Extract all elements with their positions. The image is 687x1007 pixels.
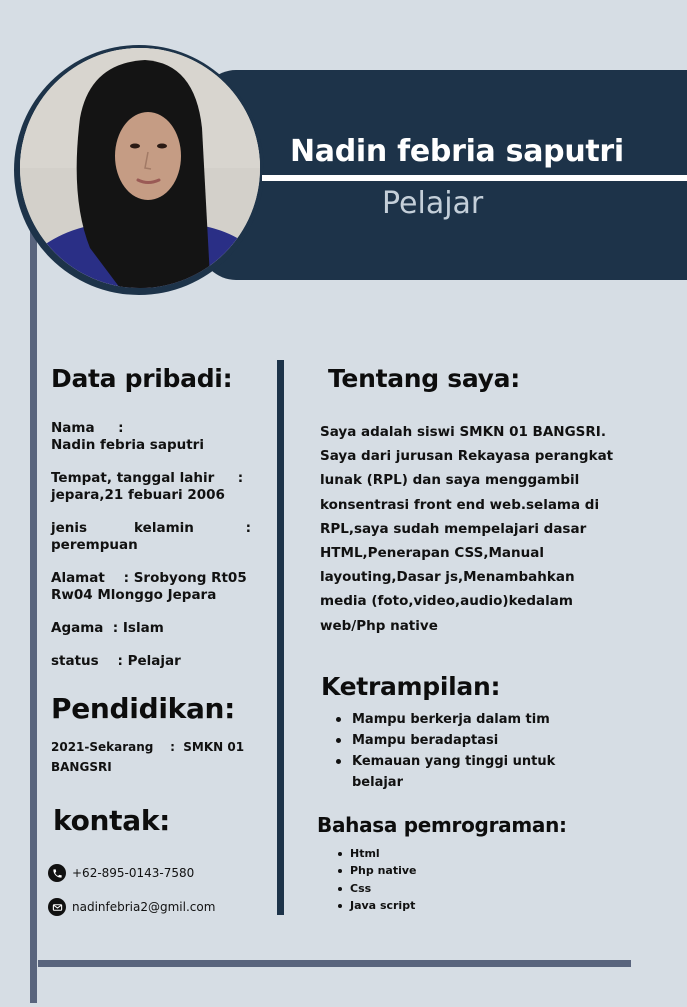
info-value: Nadin febria saputri: [51, 437, 204, 453]
info-label: Alamat : Srobyong Rt05: [51, 570, 247, 586]
info-row-birth: [51, 470, 251, 504]
education-heading: Pendidikan:: [51, 692, 236, 725]
language-item: Java script: [318, 897, 417, 914]
phone-icon: [48, 864, 66, 882]
education-line: BANGSRI: [51, 760, 112, 774]
about-line: Saya adalah siswi SMKN 01 BANGSRI.: [320, 424, 606, 440]
info-label: Tempat, tanggal lahir :: [51, 470, 244, 486]
about-text: [320, 420, 640, 638]
person-name: Nadin febria saputri: [290, 134, 624, 169]
about-line: RPL,saya sudah mempelajari dasar: [320, 520, 587, 537]
languages-list: [318, 845, 417, 914]
email-icon: [48, 898, 66, 916]
about-line: Saya dari jurusan Rekayasa perangkat: [320, 448, 614, 465]
contact-email[interactable]: [48, 898, 215, 916]
contact-heading: kontak:: [53, 804, 171, 837]
about-line: media (foto,video,audio)kedalam: [320, 593, 573, 610]
about-line: lunak (RPL) dan saya menggambil: [320, 472, 580, 489]
language-item: Php native: [318, 862, 417, 879]
info-row-name: [51, 420, 251, 454]
skills-heading: Ketrampilan:: [321, 672, 501, 701]
skill-item: Kemauan yang tinggi untuk: [320, 751, 555, 772]
about-line: HTML,Penerapan CSS,Manual: [320, 545, 544, 562]
column-divider: [277, 360, 284, 915]
languages-heading: Bahasa pemrograman:: [317, 813, 567, 837]
language-item: Css: [318, 880, 417, 897]
profile-photo: [20, 48, 260, 288]
left-frame-line: [30, 160, 37, 1003]
language-item: Html: [318, 845, 417, 862]
education-entry: [51, 737, 244, 777]
info-row-religion: [51, 620, 251, 637]
about-line: web/Php native: [320, 617, 438, 634]
info-row-address: [51, 570, 251, 604]
about-line: layouting,Dasar js,Menambahkan: [320, 569, 575, 586]
about-heading: Tentang saya:: [328, 364, 520, 393]
about-line: konsentrasi front end web.selama di: [320, 496, 600, 513]
info-value: Rw04 Mlonggo Jepara: [51, 587, 217, 603]
contact-phone[interactable]: [48, 864, 194, 882]
profile-photo-illustration: [20, 48, 260, 288]
person-role: Pelajar: [382, 186, 484, 221]
info-value: jepara,21 febuari 2006: [51, 487, 225, 503]
skill-item: Mampu beradaptasi: [320, 730, 555, 751]
info-label: status : Pelajar: [51, 653, 181, 669]
personal-data-heading: Data pribadi:: [51, 364, 233, 393]
education-line: 2021-Sekarang : SMKN 01: [51, 740, 245, 754]
bottom-frame-line: [38, 960, 631, 967]
header-divider-line: [262, 175, 687, 181]
email-address: nadinfebria2@gmil.com: [72, 900, 216, 914]
phone-number: +62-895-0143-7580: [72, 866, 195, 880]
info-value: perempuan: [51, 537, 138, 553]
info-label: Agama : Islam: [51, 620, 164, 636]
info-row-gender: [51, 520, 251, 554]
info-label: jenis kelamin :: [51, 520, 251, 536]
skills-list: [320, 709, 555, 793]
personal-data-list: [51, 420, 251, 670]
skill-item-continuation: belajar: [352, 775, 403, 790]
info-row-status: [51, 653, 251, 670]
info-label: Nama :: [51, 420, 124, 436]
skill-item: Mampu berkerja dalam tim: [320, 709, 555, 730]
